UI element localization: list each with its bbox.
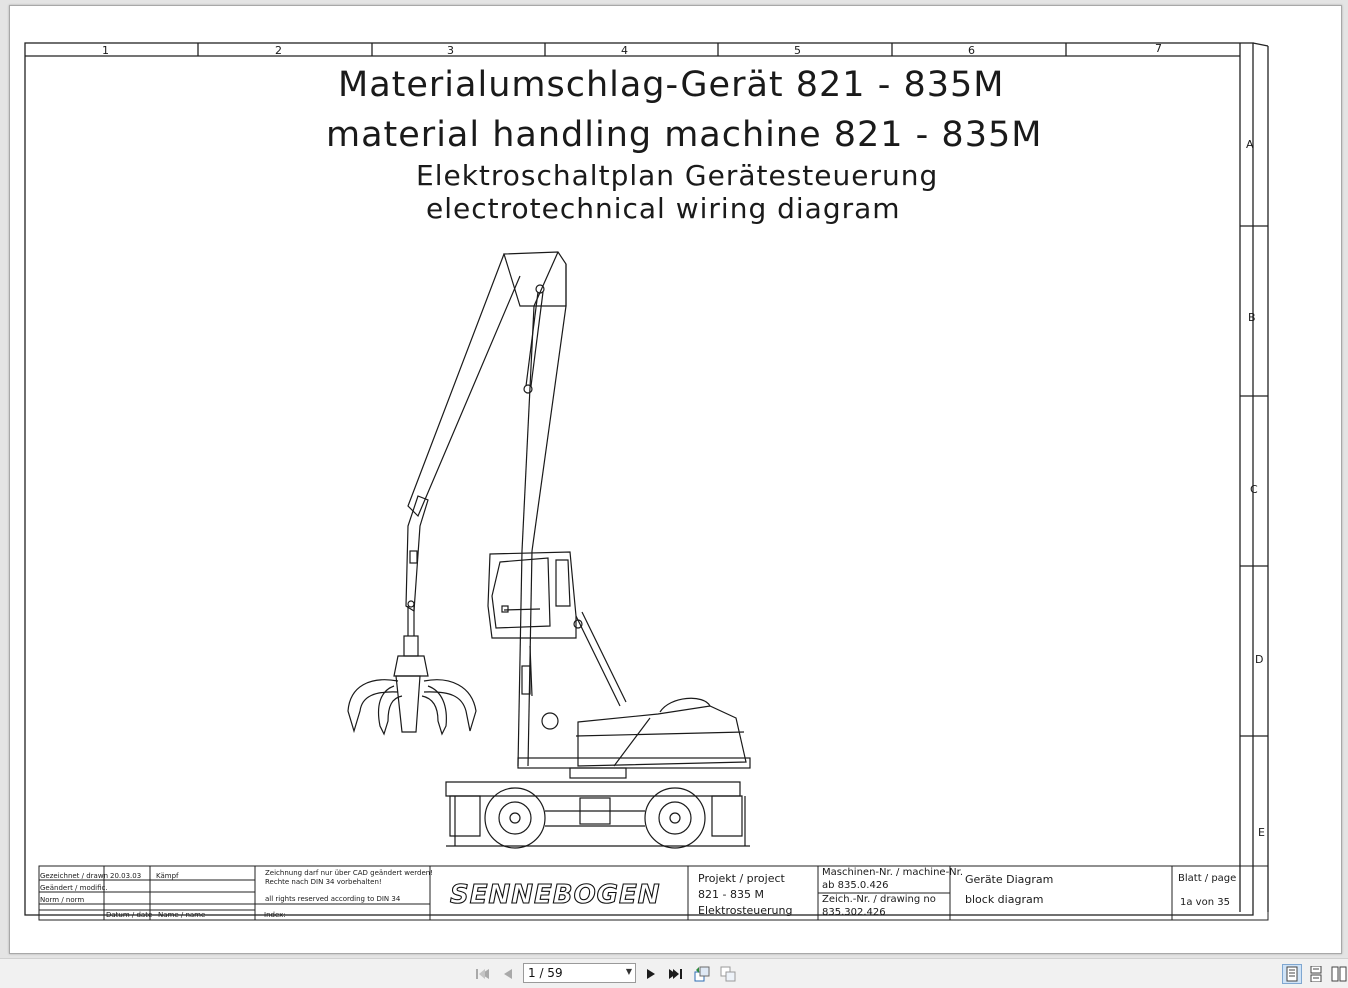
column-marker: 4	[621, 44, 628, 57]
modified-label: Geändert / modific.	[40, 884, 108, 892]
row-marker: C	[1250, 483, 1258, 496]
machine-drawing	[348, 252, 750, 848]
norm-label: Norm / norm	[40, 896, 85, 904]
page-value: 1a von 35	[1180, 897, 1230, 908]
continuous-view-icon[interactable]	[1306, 964, 1326, 984]
project-value: 821 - 835 M	[698, 888, 764, 901]
cad-note-1: Zeichnung darf nur über CAD geändert werden!	[265, 869, 434, 877]
drawing-label: Zeich.-Nr. / drawing no	[822, 894, 936, 905]
drawn-name: Kämpf	[156, 872, 179, 880]
column-marker: 2	[275, 44, 282, 57]
drawn-label: Gezeichnet / drawn	[40, 872, 109, 880]
subtitle-german: Elektroschaltplan Gerätesteuerung	[416, 159, 939, 192]
chevron-down-icon: ▼	[625, 967, 632, 976]
single-page-view-icon[interactable]	[1282, 964, 1302, 984]
column-marker: 5	[794, 44, 801, 57]
drawing-sheet	[10, 6, 1341, 953]
project-sub: Elektrosteuerung	[698, 904, 793, 917]
sennebogen-logo: SENNEBOGEN	[450, 880, 661, 910]
cad-note-2: Rechte nach DIN 34 vorbehalten!	[265, 878, 382, 886]
page-indicator: 1 / 59	[528, 966, 563, 980]
row-marker: D	[1255, 653, 1264, 666]
row-markers	[1246, 138, 1265, 839]
title-block-text	[40, 869, 433, 919]
rights-note: all rights reserved according to DIN 34	[265, 895, 401, 903]
column-marker: 1	[102, 44, 109, 57]
project-label: Projekt / project	[698, 872, 785, 885]
title-block-diagram	[965, 873, 1236, 908]
next-page-icon[interactable]	[641, 964, 661, 984]
column-marker: 7	[1155, 42, 1162, 55]
diagram-german: Geräte Diagram	[965, 873, 1054, 886]
drawn-date: 20.03.03	[110, 872, 142, 880]
subtitle-english: electrotechnical wiring diagram	[426, 192, 901, 225]
name-label: Name / name	[158, 911, 206, 919]
column-marker: 3	[447, 44, 454, 57]
machine-label: Maschinen-Nr. / machine-Nr.	[822, 867, 964, 878]
index-label: Index:	[264, 911, 286, 919]
facing-view-icon[interactable]	[1330, 964, 1348, 984]
first-page-icon[interactable]	[473, 964, 493, 984]
drawing-value: 835.302.426	[822, 907, 886, 918]
viewer-toolbar	[0, 958, 1348, 988]
title-block-project	[698, 872, 792, 917]
row-marker: E	[1258, 826, 1265, 839]
row-marker: B	[1248, 311, 1256, 324]
row-marker: A	[1246, 138, 1254, 151]
machine-value: ab 835.0.426	[822, 880, 889, 891]
rotate-right-icon[interactable]	[718, 964, 738, 984]
page-number-select[interactable]	[523, 963, 636, 983]
page-label: Blatt / page	[1178, 873, 1237, 884]
title-english: material handling machine 821 - 835M	[326, 115, 1043, 155]
last-page-icon[interactable]	[665, 964, 685, 984]
pdf-page	[9, 5, 1342, 954]
title-german: Materialumschlag-Gerät 821 - 835M	[338, 65, 1005, 105]
prev-page-icon[interactable]	[498, 964, 518, 984]
column-markers	[102, 42, 1162, 57]
date-label: Datum / date	[106, 911, 153, 919]
diagram-english: block diagram	[965, 893, 1044, 906]
column-marker: 6	[968, 44, 975, 57]
rotate-left-icon[interactable]	[692, 964, 712, 984]
